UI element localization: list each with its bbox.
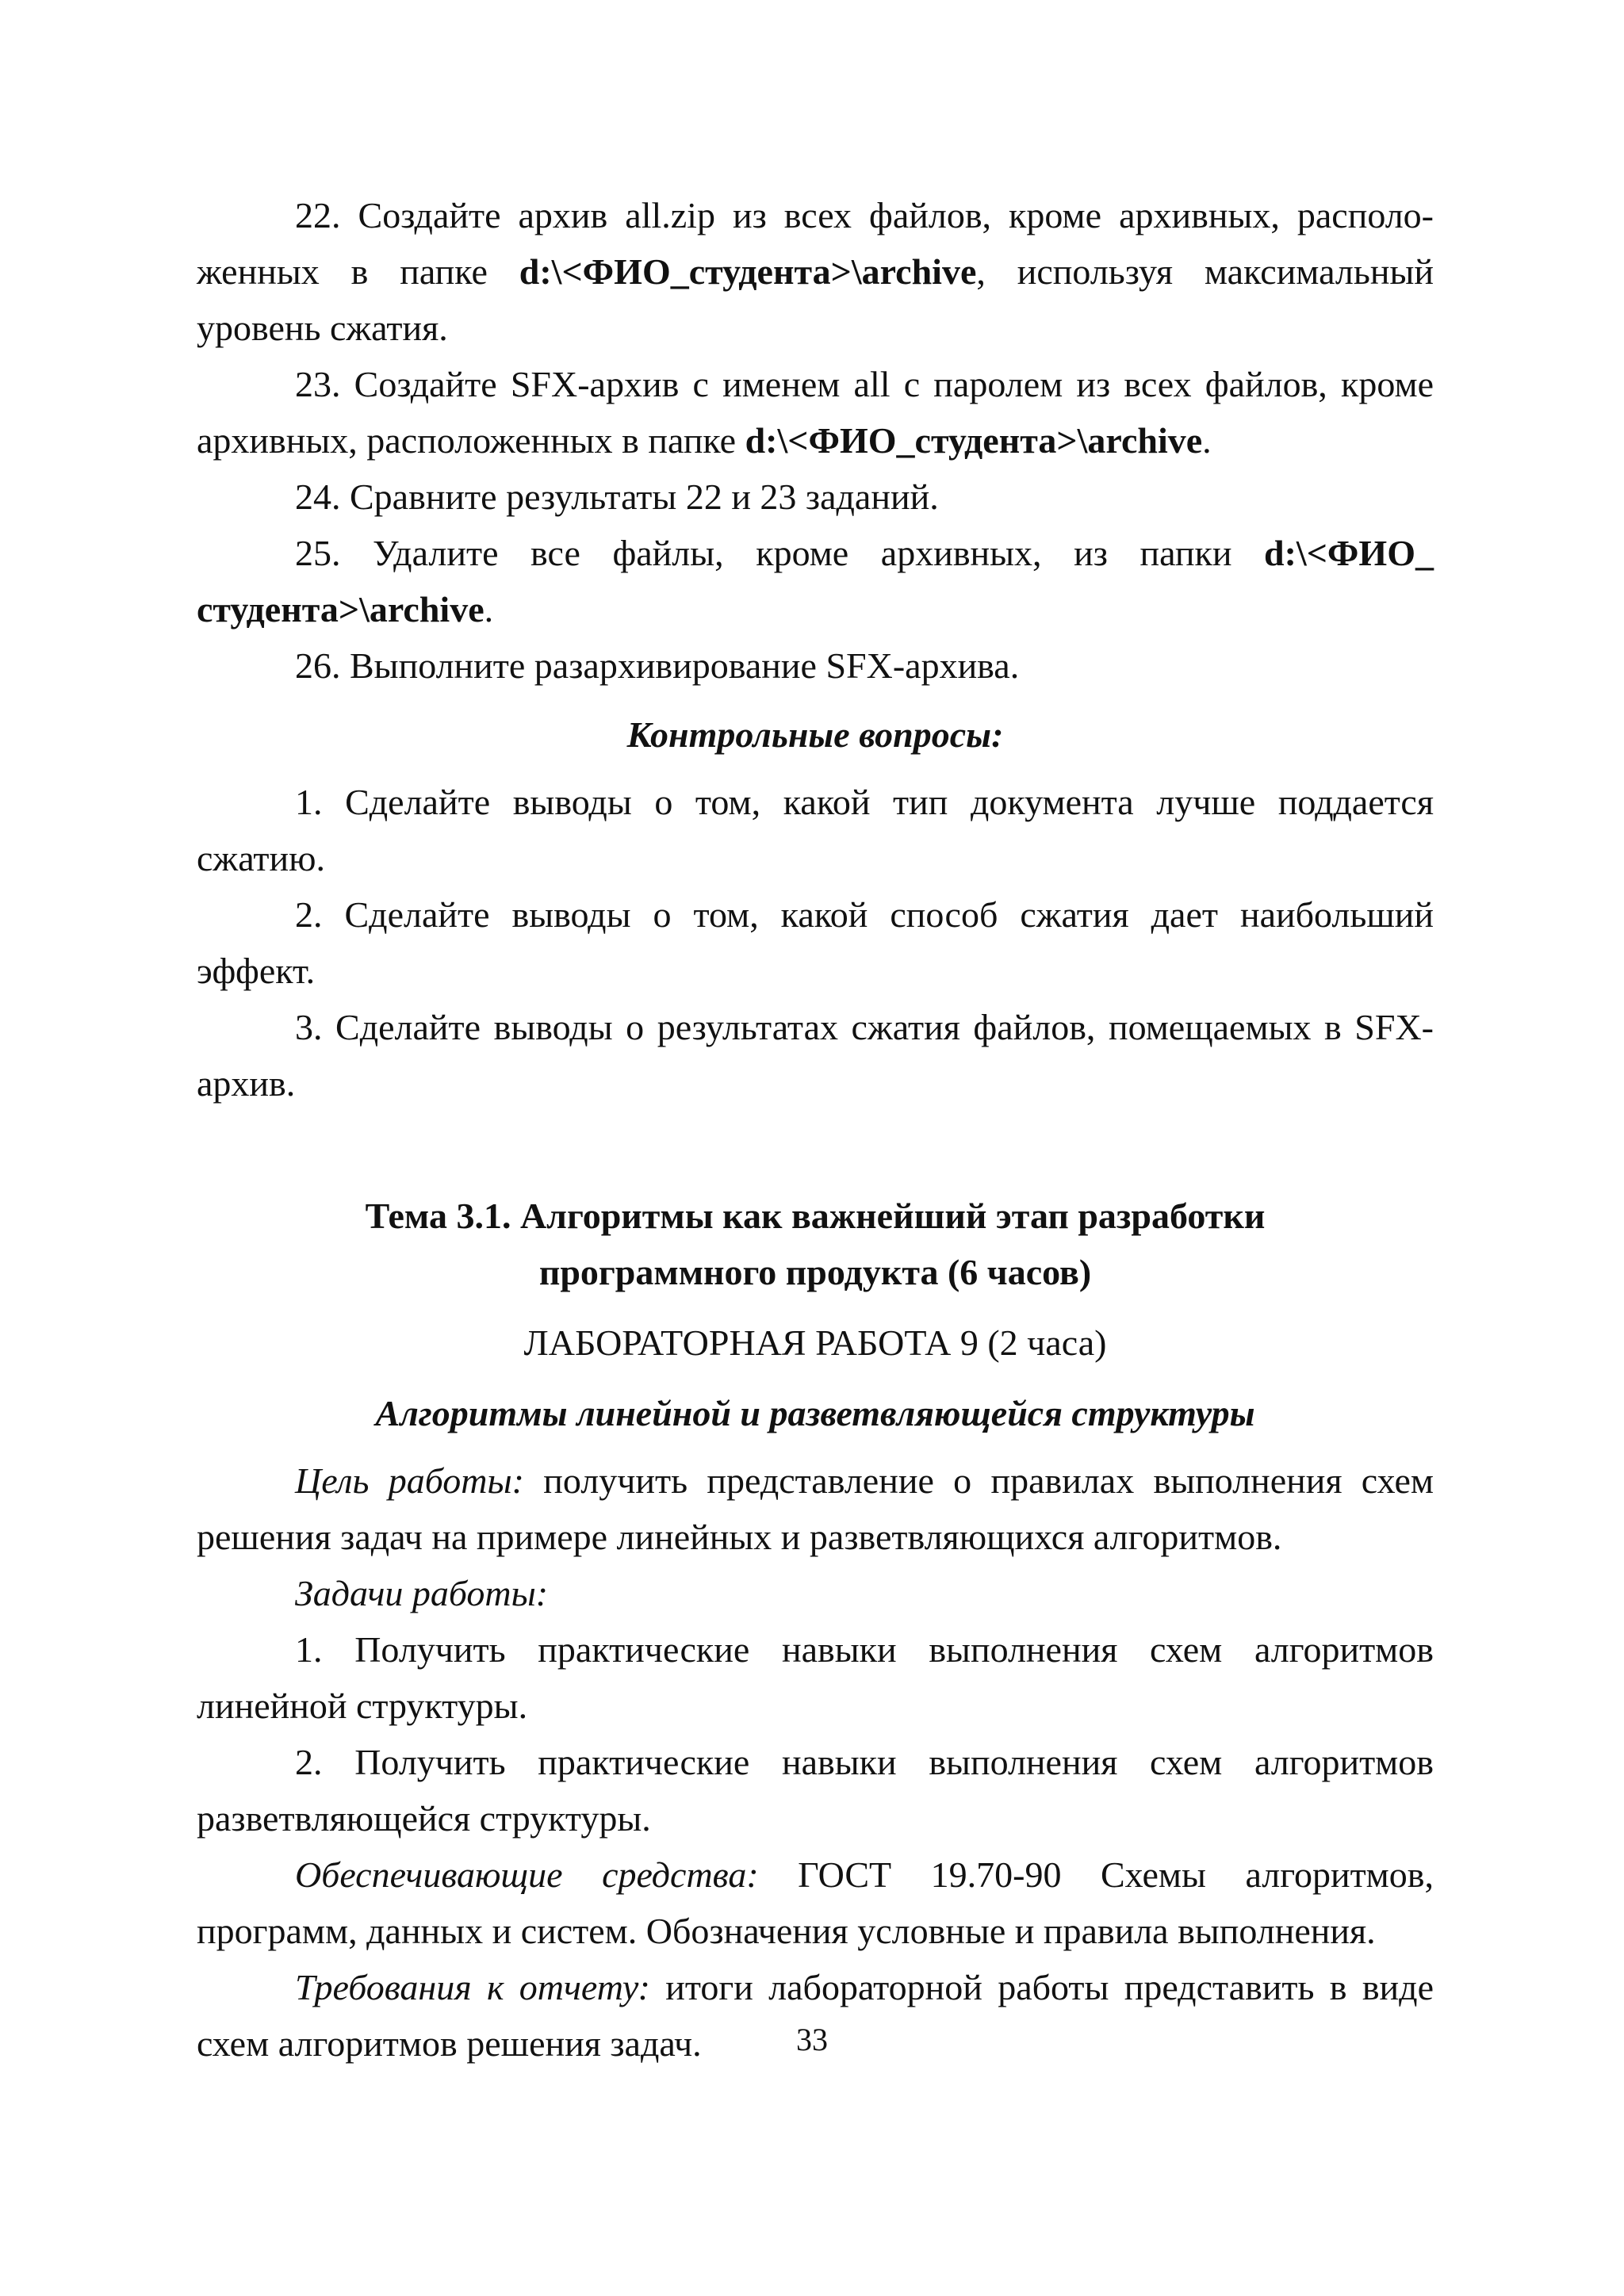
task-26-text: 26. Выполните разархивирование SFX-архива. [295, 645, 1020, 686]
task-22 [197, 187, 1434, 356]
question-1: 1. Сделайте выводы о том, какой тип документа лучше поддается сжатию. [197, 782, 1434, 878]
task-25-text-end: . [484, 589, 494, 629]
means-label: Обеспечивающие средства: [295, 1854, 759, 1895]
task-26 [197, 637, 1434, 694]
task-25-text: 25. Удалите все файлы, кроме архивных, из папки [295, 533, 1265, 573]
topic-heading [197, 1188, 1434, 1300]
means-paragraph [197, 1846, 1434, 1959]
tasks-label [197, 1565, 1434, 1621]
task-22-text-end: , используя максимальный уровень сжатия. [197, 251, 1434, 348]
task-24-text: 24. Сравните результаты 22 и 23 заданий. [295, 476, 939, 517]
topic-heading-line-2: программного продукта (6 часов) [538, 1252, 1092, 1292]
page-number: 33 [796, 2022, 828, 2057]
report-label: Требования к отчету: [295, 1967, 650, 2007]
control-questions-heading: Контрольные вопросы: [626, 714, 1004, 755]
work-task-2: 2. Получить практические навыки выполнения схем алгоритмов разветвляющейся структуры. [197, 1742, 1434, 1839]
goal-text: получить представление о правилах выполнения схем решения задач на примере линейных и разветвляющихся алгоритмов. [197, 1460, 1434, 1557]
question-2: 2. Сделайте выводы о том, какой способ сжатия дает наибольший эффект. [197, 894, 1434, 991]
goal-label: Цель работы: [295, 1460, 524, 1501]
task-22-text: 22. Создайте архив all.zip из всех файлов, кроме архивных, расположенных в папке [197, 195, 1434, 292]
goal-paragraph [197, 1452, 1434, 1565]
task-25 [197, 525, 1434, 637]
task-23 [197, 356, 1434, 469]
folder-path: d:\<ФИО_ студента>\archive [197, 533, 1434, 629]
report-text: итоги лабораторной работы представить в виде схем алгоритмов решения задач. [197, 1967, 1434, 2064]
task-23-text: 23. Создайте SFX-архив с именем all с паролем из всех файлов, кроме архивных, расположенных в папке [197, 364, 1434, 461]
lab-subtitle: Алгоритмы линейной и разветвляющейся структуры [375, 1393, 1255, 1433]
task-23-text-end: . [1202, 420, 1212, 461]
topic-heading-line-1: Тема 3.1. Алгоритмы как важнейший этап разработки [365, 1196, 1266, 1236]
task-24 [197, 469, 1434, 525]
folder-path: d:\<ФИО_студента>\archive [519, 251, 977, 292]
means-text: ГОСТ 19.70-90 Схемы алгоритмов, программ, данных и систем. Обозначения условные и правила выполнения. [197, 1854, 1434, 1951]
work-task-1: 1. Получить практические навыки выполнения схем алгоритмов линейной структуры. [197, 1629, 1434, 1726]
lab-title: ЛАБОРАТОРНАЯ РАБОТА 9 (2 часа) [523, 1322, 1107, 1363]
question-3: 3. Сделайте выводы о результатах сжатия файлов, помещаемых в SFX-архив. [197, 1007, 1434, 1104]
folder-path: d:\<ФИО_студента>\archive [745, 420, 1203, 461]
document-page [197, 187, 1434, 2072]
tasks-label-text: Задачи работы: [295, 1573, 549, 1613]
